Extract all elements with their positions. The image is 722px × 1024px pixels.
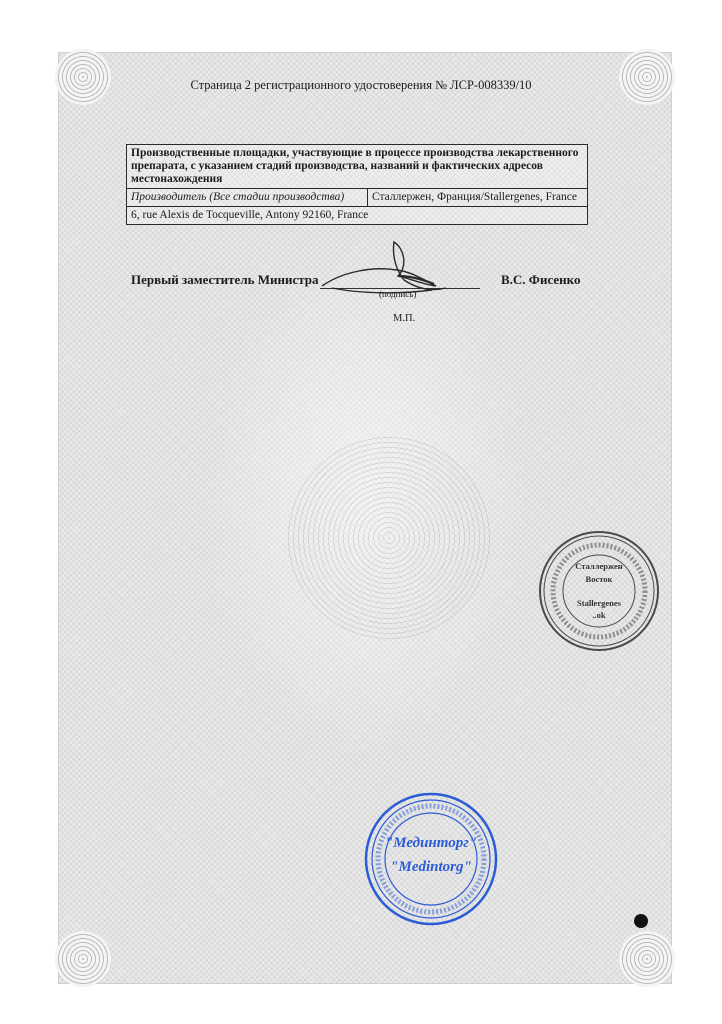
distributor-stamp-line: "Мединторг" — [384, 835, 478, 851]
seal-place-caption: М.П. — [393, 313, 416, 324]
manufacturer-value: Сталлержен, Франция/Stallergenes, France — [368, 189, 588, 207]
signatory-name: В.С. Фисенко — [501, 272, 581, 287]
corner-rosette-bottom-right — [619, 931, 675, 987]
handwritten-signature — [312, 236, 462, 298]
manufacturing-sites-table — [126, 144, 588, 225]
page-title: Страница 2 регистрационного удостоверения № ЛСР-008339/10 — [190, 78, 532, 92]
punch-hole-mark — [634, 914, 648, 928]
table-row — [127, 145, 588, 189]
table-heading: Производственные площадки, участвующие в процессе производства лекарственного препарата, с указанием стадий производства, названий и фактических адресов местонахождения — [127, 145, 588, 189]
company-stamp — [536, 528, 662, 654]
company-stamp-line: Восток — [585, 574, 613, 584]
table-row — [127, 189, 588, 207]
distributor-stamp-line: "Medintorg" — [390, 859, 472, 875]
manufacturer-address: 6, rue Alexis de Tocqueville, Antony 92160, France — [127, 207, 588, 225]
center-guilloche-rosette — [284, 433, 494, 643]
signature-caption: (подпись) — [379, 289, 417, 299]
manufacturer-label: Производитель (Все стадии производства) — [127, 189, 368, 207]
company-stamp-line: Stallergenes — [577, 598, 621, 608]
corner-rosette-bottom-left — [55, 931, 111, 987]
table-row — [127, 207, 588, 225]
company-stamp-line: Сталлержен — [575, 561, 623, 571]
corner-rosette-top-left — [55, 49, 111, 105]
company-stamp-line: ..ok — [592, 610, 606, 620]
signatory-position: Первый заместитель Министра — [131, 272, 319, 287]
corner-rosette-top-right — [619, 49, 675, 105]
